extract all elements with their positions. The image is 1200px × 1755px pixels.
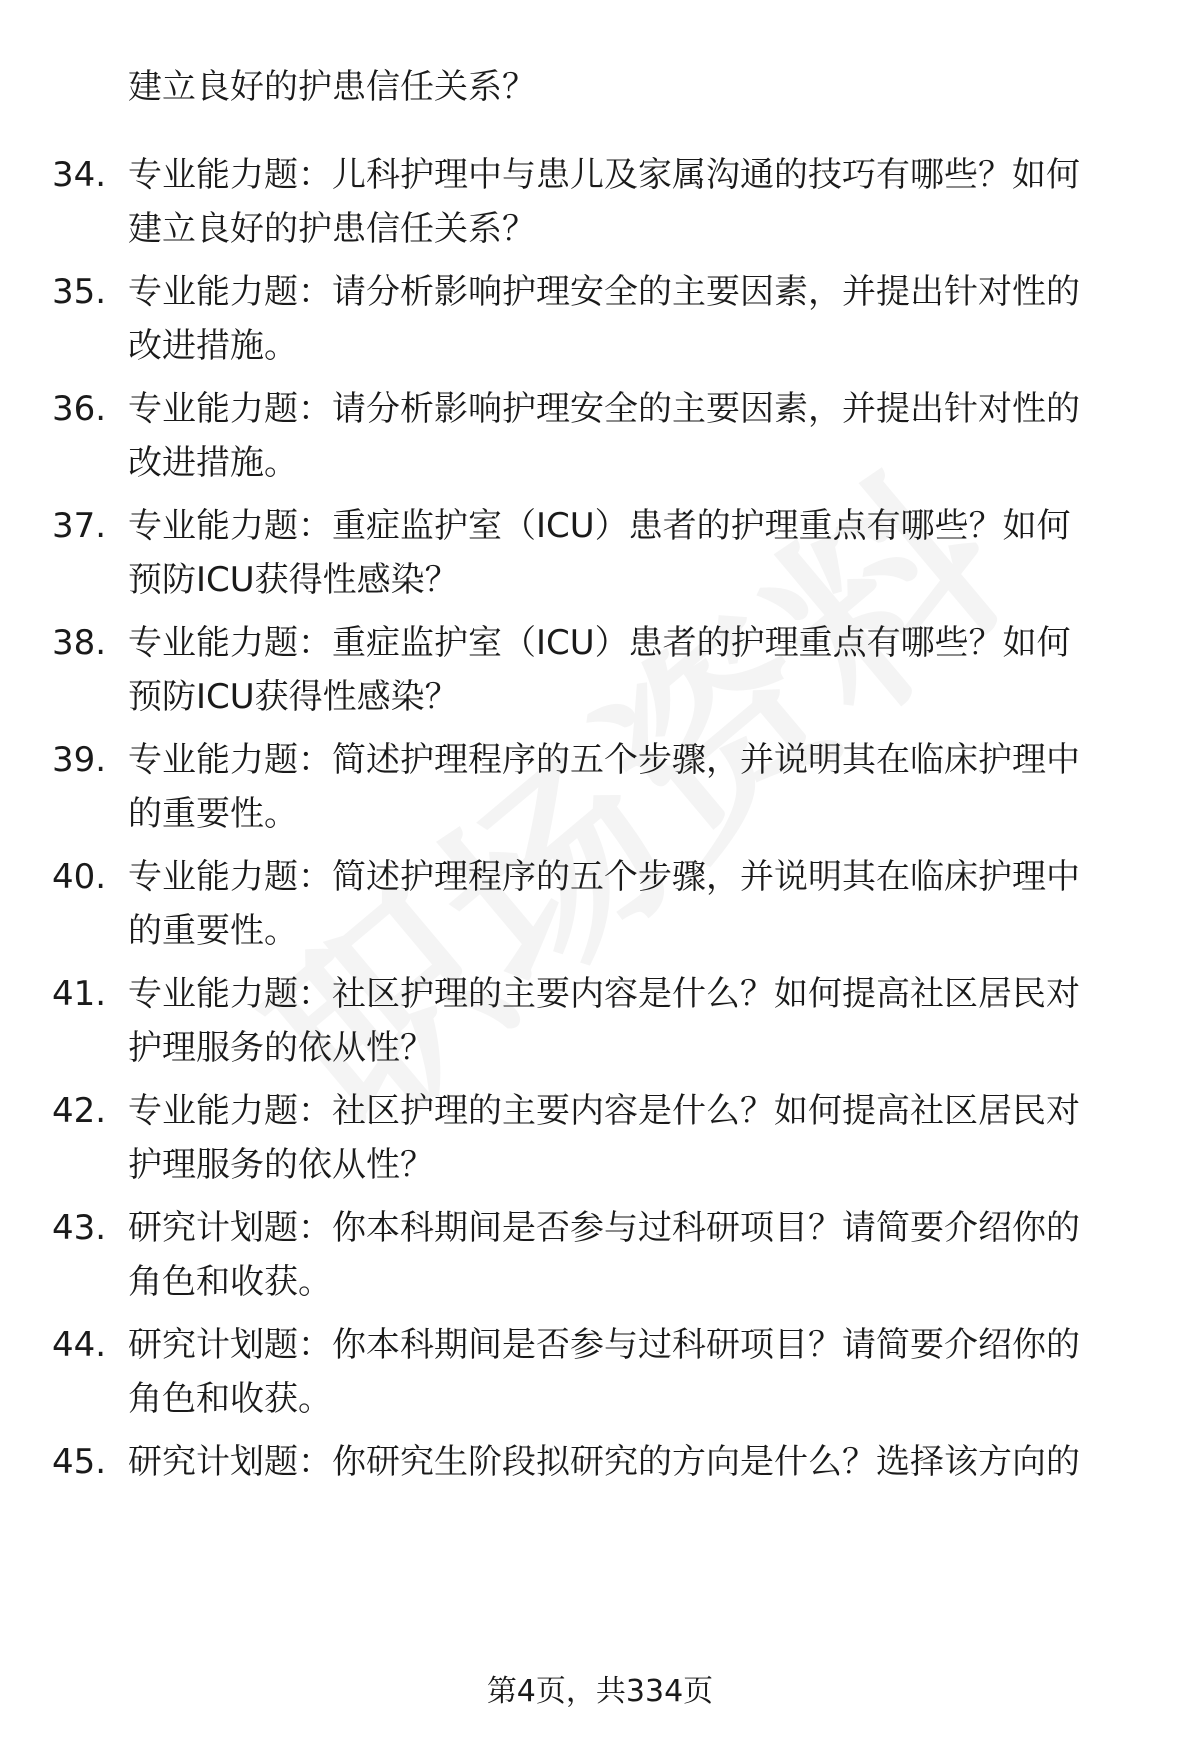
- question-line: 预防ICU获得性感染？: [128, 560, 459, 600]
- question-line: 研究计划题：你本科期间是否参与过科研项目？请简要介绍你的: [128, 1325, 1080, 1365]
- question-number: 34.: [52, 155, 107, 195]
- question-number: 43.: [52, 1208, 107, 1248]
- question-number: 36.: [52, 389, 107, 429]
- question-number: 42.: [52, 1091, 107, 1131]
- question-line: 专业能力题：请分析影响护理安全的主要因素，并提出针对性的: [128, 389, 1080, 429]
- question-line: 研究计划题：你研究生阶段拟研究的方向是什么？选择该方向的: [128, 1442, 1080, 1482]
- question-text: [128, 1435, 1138, 1489]
- question-text: [128, 616, 1138, 724]
- question-line: 的重要性。: [128, 911, 298, 951]
- question-number: 39.: [52, 740, 107, 780]
- question-line: 研究计划题：你本科期间是否参与过科研项目？请简要介绍你的: [128, 1208, 1080, 1248]
- question-text: [128, 499, 1138, 607]
- question-line: 专业能力题：重症监护室（ICU）患者的护理重点有哪些？如何: [128, 506, 1071, 546]
- question-number: 35.: [52, 272, 107, 312]
- question-line: 建立良好的护患信任关系？: [128, 209, 536, 249]
- question-text: [128, 967, 1138, 1075]
- question-text: [128, 148, 1138, 256]
- question-text: [128, 382, 1138, 490]
- question-number: 37.: [52, 506, 107, 546]
- question-text: [128, 1318, 1138, 1426]
- question-line: 改进措施。: [128, 326, 298, 366]
- question-line: 预防ICU获得性感染？: [128, 677, 459, 717]
- question-line: 专业能力题：社区护理的主要内容是什么？如何提高社区居民对: [128, 1091, 1080, 1131]
- question-text: [128, 850, 1138, 958]
- question-line: 角色和收获。: [128, 1262, 332, 1302]
- question-line: 专业能力题：儿科护理中与患儿及家属沟通的技巧有哪些？如何: [128, 155, 1080, 195]
- question-line: 专业能力题：请分析影响护理安全的主要因素，并提出针对性的: [128, 272, 1080, 312]
- page-number-footer: 第4页，共334页: [486, 1674, 714, 1709]
- question-line: 专业能力题：简述护理程序的五个步骤，并说明其在临床护理中: [128, 740, 1080, 780]
- question-line: 专业能力题：重症监护室（ICU）患者的护理重点有哪些？如何: [128, 623, 1071, 663]
- question-number: 45.: [52, 1442, 107, 1482]
- question-text: [128, 1201, 1138, 1309]
- question-number: 38.: [52, 623, 107, 663]
- question-number: 41.: [52, 974, 107, 1014]
- question-number: 40.: [52, 857, 107, 897]
- question-line: 护理服务的依从性？: [128, 1145, 434, 1185]
- question-line: 专业能力题：简述护理程序的五个步骤，并说明其在临床护理中: [128, 857, 1080, 897]
- question-number: 44.: [52, 1325, 107, 1365]
- question-line: 专业能力题：社区护理的主要内容是什么？如何提高社区居民对: [128, 974, 1080, 1014]
- question-line: 角色和收获。: [128, 1379, 332, 1419]
- question-line: 护理服务的依从性？: [128, 1028, 434, 1068]
- question-line: 改进措施。: [128, 443, 298, 483]
- question-text: [128, 265, 1138, 373]
- continued-question-text: 建立良好的护患信任关系？: [128, 67, 536, 107]
- question-line: 的重要性。: [128, 794, 298, 834]
- question-text: [128, 1084, 1138, 1192]
- question-text: [128, 733, 1138, 841]
